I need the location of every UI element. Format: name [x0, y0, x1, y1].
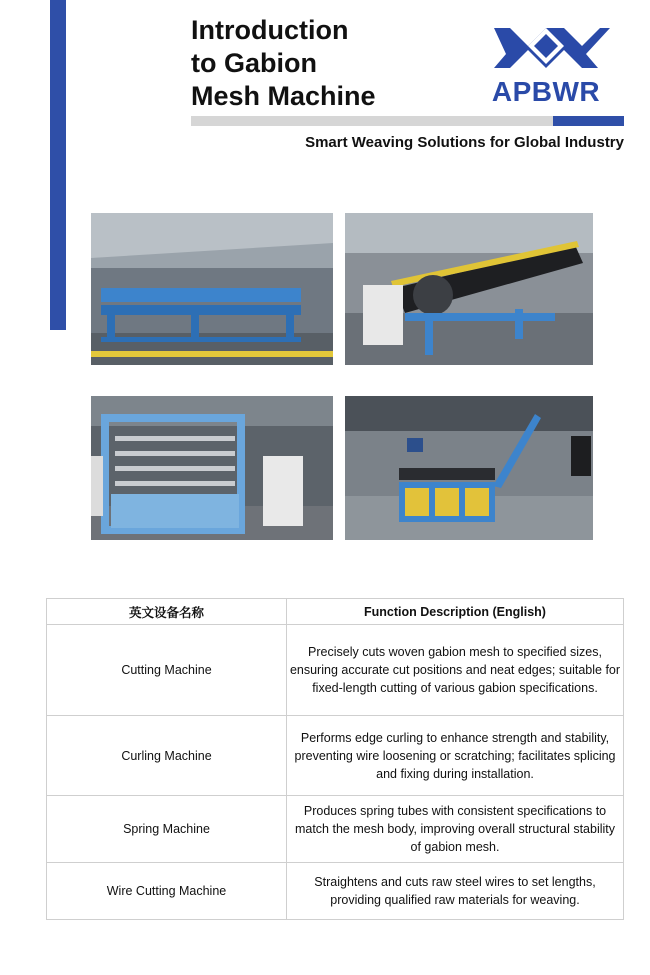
title-line-2: to Gabion [191, 48, 317, 78]
logo-text: APBWR [491, 76, 601, 107]
logo-mark-icon [482, 24, 610, 74]
row-name: Curling Machine [47, 716, 287, 796]
header-function-description: Function Description (English) [287, 599, 624, 625]
header-rule-gray [191, 116, 553, 126]
header-rule-blue [553, 116, 624, 126]
table-row [47, 796, 624, 863]
page-title [191, 14, 451, 113]
side-accent-bar [50, 0, 66, 330]
tagline: Smart Weaving Solutions for Global Industry [305, 134, 624, 151]
row-name: Wire Cutting Machine [47, 863, 287, 920]
row-description: Precisely cuts woven gabion mesh to specified sizes, ensuring accurate cut positions and neat edges; suitable for fixed-length cutting of various gabion specifications. [287, 625, 624, 716]
photo-cutting-machine [91, 213, 333, 365]
photo-spring-machine [91, 396, 333, 540]
row-name: Cutting Machine [47, 625, 287, 716]
title-line-1: Introduction [191, 15, 349, 45]
row-name: Spring Machine [47, 796, 287, 863]
row-description: Performs edge curling to enhance strength and stability, preventing wire loosening or scratching; facilitates splicing and fixing during installation. [287, 716, 624, 796]
table-row [47, 625, 624, 716]
table-row [47, 863, 624, 920]
photo-wire-cutting-machine [345, 396, 593, 540]
table-row [47, 716, 624, 796]
machine-function-table [46, 598, 624, 920]
apbwr-logo [482, 24, 610, 116]
title-line-3: Mesh Machine [191, 81, 376, 111]
table-header-row [47, 599, 624, 625]
row-description: Produces spring tubes with consistent specifications to match the mesh body, improving overall structural stability of gabion mesh. [287, 796, 624, 863]
row-description: Straightens and cuts raw steel wires to set lengths, providing qualified raw materials for weaving. [287, 863, 624, 920]
header-equipment-name: 英文设备名称 [47, 599, 287, 625]
photo-curling-machine [345, 213, 593, 365]
